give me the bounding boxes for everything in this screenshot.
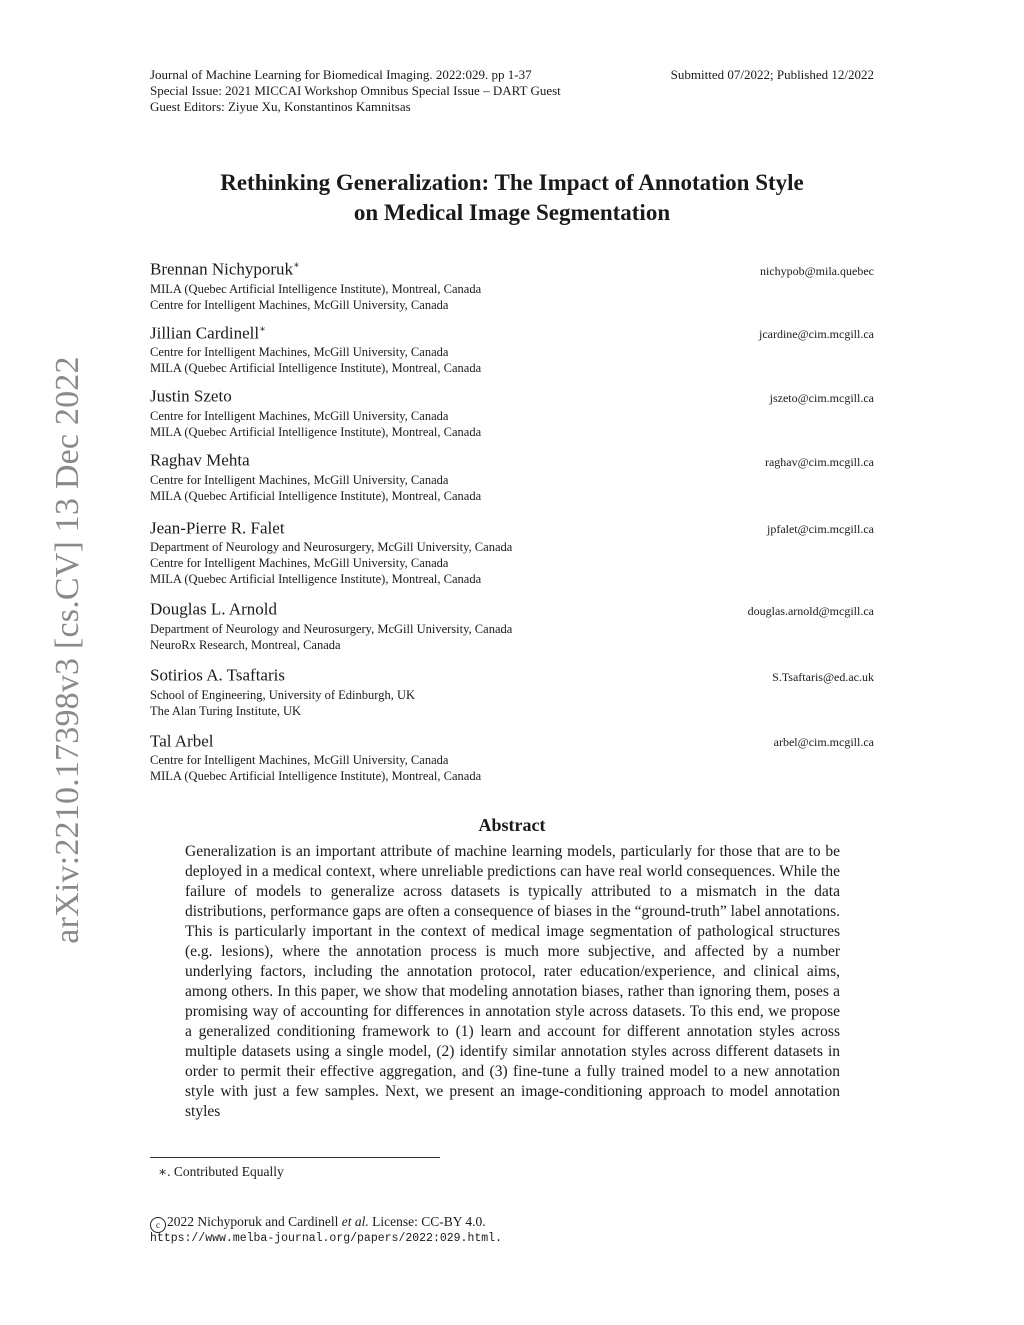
author-email[interactable]: jszeto@cim.mcgill.ca bbox=[769, 390, 874, 405]
author-name-text: Justin Szeto bbox=[150, 386, 232, 406]
author-affiliation: NeuroRx Research, Montreal, Canada bbox=[150, 637, 341, 652]
author-list bbox=[150, 255, 874, 784]
journal-citation: Journal of Machine Learning for Biomedical Imaging. 2022:029. pp 1-37 bbox=[150, 67, 532, 82]
author-affiliation: MILA (Quebec Artificial Intelligence Institute), Montreal, Canada bbox=[150, 281, 482, 296]
license-year-authors: 2022 Nichyporuk and Cardinell bbox=[167, 1214, 342, 1229]
author-block bbox=[150, 514, 874, 588]
arxiv-sidebar-stamp: arXiv:2210.17398v3 [cs.CV] 13 Dec 2022 bbox=[49, 356, 86, 944]
author-affiliation: Centre for Intelligent Machines, McGill University, Canada bbox=[150, 345, 449, 360]
author-name-text: Jillian Cardinell bbox=[150, 323, 260, 343]
paper-url-link[interactable]: https://www.melba-journal.org/papers/2022:029.html bbox=[150, 1232, 496, 1245]
copyright-icon: c bbox=[150, 1217, 166, 1233]
author-name bbox=[150, 446, 250, 472]
author-name bbox=[150, 661, 285, 687]
author-email[interactable]: S.Tsaftaris@ed.ac.uk bbox=[772, 669, 874, 684]
author-name bbox=[150, 255, 300, 281]
abstract-heading: Abstract bbox=[478, 815, 546, 835]
author-block bbox=[150, 661, 874, 719]
author-email[interactable]: nichypob@mila.quebec bbox=[759, 263, 874, 278]
author-block bbox=[150, 319, 874, 377]
author-block bbox=[150, 382, 874, 440]
author-name bbox=[150, 319, 266, 345]
author-name-text: Sotirios A. Tsaftaris bbox=[150, 665, 285, 685]
author-email[interactable]: jpfalet@cim.mcgill.ca bbox=[766, 522, 874, 537]
abstract-text: Generalization is an important attribute of machine learning models, particularly for those that are to be deployed in a medical context, where unreliable predictions can have real world consequences. While the failure of models to generalize across datasets is typically attributed to a mismatch in the data distributions, performance gaps are often a consequence of biases in the “ground-truth” label annotations. This is particularly important in the context of medical image segmentation of pathological structures (e.g. lesions), where the annotation process is much more subjective, and affected by a number underlying factors, including the annotation protocol, rater education/experience, and clinical aims, among others. In this paper, we show that modeling annotation biases, rather than ignoring them, poses a promising way of accounting for differences in annotation style across datasets. To this end, we propose a generalized conditioning framework to (1) learn and account for different annotation styles across multiple datasets using a single model, (2) identify similar annotation styles across different datasets in order to permit their effective aggregation, and (3) fine-tune a fully trained model to a new annotation style with just a few samples. Next, we present an image-conditioning approach to model annotation styles bbox=[185, 843, 840, 1120]
author-block bbox=[150, 595, 874, 653]
author-affiliation: School of Engineering, University of Edinburgh, UK bbox=[150, 687, 416, 702]
author-affiliation: Centre for Intelligent Machines, McGill University, Canada bbox=[150, 753, 449, 768]
author-affiliation: Centre for Intelligent Machines, McGill University, Canada bbox=[150, 297, 449, 312]
author-affiliation: Department of Neurology and Neurosurgery, McGill University, Canada bbox=[150, 621, 513, 636]
author-affiliation: MILA (Quebec Artificial Intelligence Institute), Montreal, Canada bbox=[150, 769, 482, 784]
footnote-rule bbox=[150, 1157, 440, 1158]
title-line-2: on Medical Image Segmentation bbox=[353, 200, 671, 225]
author-name-text: Brennan Nichyporuk bbox=[150, 259, 294, 279]
author-affiliation: Centre for Intelligent Machines, McGill University, Canada bbox=[150, 408, 449, 423]
author-name bbox=[150, 595, 277, 621]
author-email[interactable]: raghav@cim.mcgill.ca bbox=[764, 454, 874, 469]
author-affiliation: Department of Neurology and Neurosurgery, McGill University, Canada bbox=[150, 540, 513, 555]
author-affiliation: Centre for Intelligent Machines, McGill University, Canada bbox=[150, 472, 449, 487]
author-affiliation: The Alan Turing Institute, UK bbox=[150, 703, 302, 718]
author-affiliation: MILA (Quebec Artificial Intelligence Institute), Montreal, Canada bbox=[150, 424, 482, 439]
author-affiliation: MILA (Quebec Artificial Intelligence Institute), Montreal, Canada bbox=[150, 488, 482, 503]
author-block bbox=[150, 727, 874, 785]
author-email[interactable]: douglas.arnold@mcgill.ca bbox=[747, 603, 874, 618]
footnote-contributed-equally: ∗. Contributed Equally bbox=[158, 1164, 284, 1179]
paper-url-line bbox=[150, 1231, 502, 1247]
author-block bbox=[150, 255, 874, 313]
author-name-text: Douglas L. Arnold bbox=[150, 599, 278, 619]
paper-title bbox=[150, 168, 874, 228]
author-name-text: Tal Arbel bbox=[150, 731, 214, 751]
license-et-al: et al. bbox=[341, 1214, 369, 1229]
paper-url-suffix: . bbox=[495, 1232, 502, 1245]
equal-contribution-mark: ∗ bbox=[259, 323, 266, 335]
license-line bbox=[150, 1213, 486, 1233]
equal-contribution-mark: ∗ bbox=[293, 260, 300, 271]
author-affiliation: MILA (Quebec Artificial Intelligence Institute), Montreal, Canada bbox=[150, 572, 482, 587]
submission-dates: Submitted 07/2022; Published 12/2022 bbox=[670, 67, 874, 82]
author-affiliation: Centre for Intelligent Machines, McGill University, Canada bbox=[150, 556, 449, 571]
special-issue: Special Issue: 2021 MICCAI Workshop Omnibus Special Issue – DART Guest bbox=[150, 83, 561, 98]
author-email[interactable]: arbel@cim.mcgill.ca bbox=[773, 735, 874, 750]
author-email[interactable]: jcardine@cim.mcgill.ca bbox=[758, 327, 874, 342]
guest-editors: Guest Editors: Ziyue Xu, Konstantinos Kamnitsas bbox=[150, 99, 411, 114]
journal-header bbox=[150, 67, 874, 115]
license-text: License: CC-BY 4.0. bbox=[368, 1214, 486, 1229]
author-affiliation: MILA (Quebec Artificial Intelligence Institute), Montreal, Canada bbox=[150, 361, 482, 376]
author-name-text: Jean-Pierre R. Falet bbox=[150, 518, 285, 538]
author-name-text: Raghav Mehta bbox=[150, 450, 250, 470]
author-name bbox=[150, 382, 232, 408]
title-line-1: Rethinking Generalization: The Impact of Annotation Style bbox=[220, 170, 804, 195]
author-block bbox=[150, 446, 874, 504]
author-name bbox=[150, 514, 285, 540]
author-name bbox=[150, 727, 213, 753]
